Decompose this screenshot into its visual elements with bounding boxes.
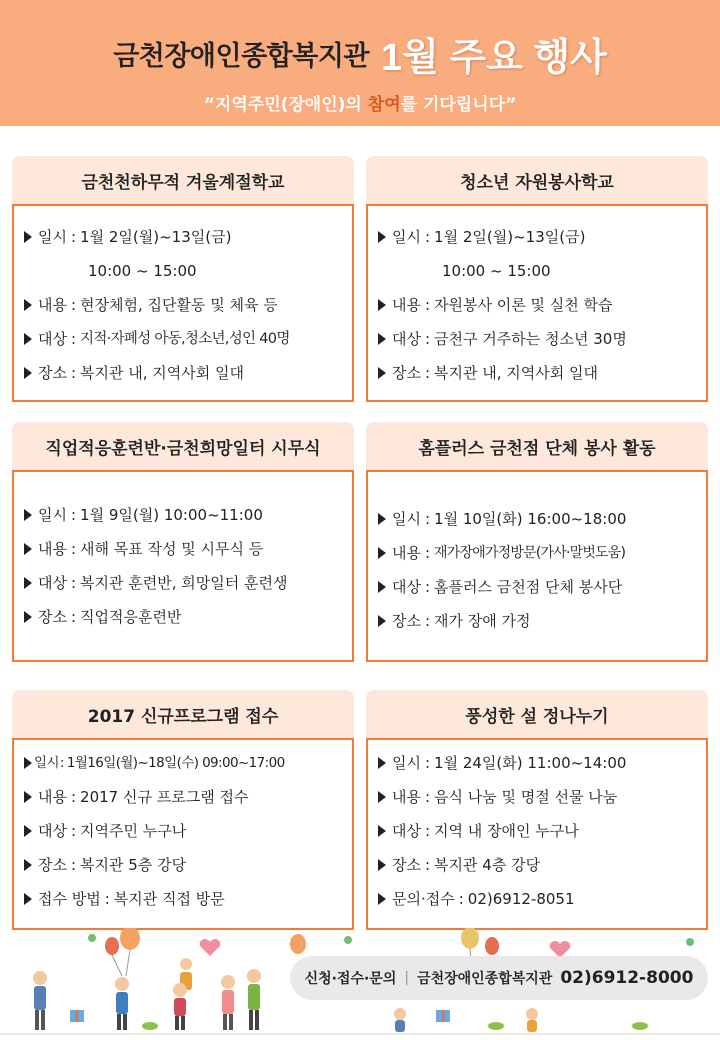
row-sep: :: [424, 856, 431, 874]
row-label: 접수 방법: [38, 890, 101, 908]
leaf-icon: [88, 934, 694, 946]
card-body: [12, 738, 354, 930]
row-sep: :: [70, 788, 77, 806]
row-date: [376, 502, 706, 536]
row-content: [22, 780, 352, 814]
row-label: 장소: [38, 856, 67, 874]
row-sep: :: [424, 788, 431, 806]
row-date: [22, 746, 352, 780]
row-value: 지적·자폐성 아동,청소년,성인 40명: [80, 331, 290, 347]
bullet-icon: [378, 513, 386, 525]
row-place: [22, 356, 352, 390]
card-title: 청소년 자원봉사학교: [366, 156, 708, 204]
bullet-icon: [24, 509, 32, 521]
row-content: [376, 536, 706, 570]
row-place: [376, 604, 706, 638]
row-label: 대상: [38, 330, 67, 348]
row-sep: :: [70, 364, 77, 382]
row-target: [22, 566, 352, 600]
row-label: 대상: [392, 330, 421, 348]
bullet-icon: [24, 611, 32, 623]
row-sep: :: [70, 574, 77, 592]
row-label: 일시: [392, 228, 421, 246]
contact-phone: 02)6912-8000: [560, 968, 694, 988]
subtitle-after: 를 기다립니다”: [400, 95, 517, 115]
bullet-icon: [378, 859, 386, 871]
row-value: 10:00 ~ 15:00: [442, 262, 551, 280]
org-name: 금천장애인종합복지관: [417, 971, 553, 987]
contact-bar: [290, 956, 708, 1000]
card-body: [366, 738, 708, 930]
row-sep: :: [424, 578, 431, 596]
row-content: [22, 288, 352, 322]
row-value: 지역 내 장애인 누구나: [434, 822, 579, 840]
row-value: 자원봉사 이론 및 실천 학습: [434, 296, 613, 314]
row-value: 현장체험, 집단활동 및 체육 등: [80, 296, 278, 314]
row-value: 복지관 훈련반, 희망일터 훈련생: [80, 574, 288, 592]
bullet-icon: [24, 299, 32, 311]
bullet-icon: [24, 367, 32, 379]
row-value: 복지관 5층 강당: [80, 856, 187, 874]
person-figure: [526, 1008, 538, 1032]
bullet-icon: [378, 547, 386, 559]
bullet-icon: [378, 615, 386, 627]
bullet-icon: [378, 825, 386, 837]
row-value: 복지관 내, 지역사회 일대: [80, 364, 245, 382]
row-place: [22, 600, 352, 634]
row-value: 02)6912-8051: [467, 890, 575, 908]
row-content: [22, 532, 352, 566]
row-sep: :: [424, 612, 431, 630]
row-value: 1월 2일(월)~13일(금): [434, 228, 586, 246]
row-sep: :: [70, 822, 77, 840]
contact-label: 신청·접수·문의: [304, 971, 397, 987]
row-target: [22, 814, 352, 848]
row-value: 음식 나눔 및 명절 선물 나눔: [434, 788, 618, 806]
person-figure: [247, 969, 261, 1030]
row-date: [22, 220, 352, 254]
bullet-icon: [24, 577, 32, 589]
row-label: 내용: [392, 788, 421, 806]
row-sep: :: [424, 754, 431, 772]
row-label: 대상: [392, 822, 421, 840]
person-figure: [221, 975, 235, 1030]
row-target: [376, 570, 706, 604]
person-figure: [33, 971, 47, 1030]
row-sep: :: [70, 330, 77, 348]
title-event: 1월 주요 행사: [381, 37, 607, 79]
card-title: 2017 신규프로그램 접수: [12, 690, 354, 738]
card-body: [12, 470, 354, 662]
row-value: 복지관 4층 강당: [434, 856, 541, 874]
row-label: 장소: [392, 612, 421, 630]
row-label: 장소: [38, 608, 67, 626]
row-value: 재가 장애 가정: [434, 612, 531, 630]
event-card-opening-ceremony: [12, 422, 354, 662]
row-label: 내용: [392, 544, 421, 562]
person-figure: [173, 958, 192, 1030]
row-sep: :: [424, 510, 431, 528]
row-sep: :: [70, 296, 77, 314]
row-label: 일시: [38, 228, 67, 246]
bullet-icon: [24, 757, 32, 769]
row-sep: :: [424, 330, 431, 348]
row-date: [376, 220, 706, 254]
bullet-icon: [24, 893, 32, 905]
row-label: 장소: [392, 364, 421, 382]
row-label: 내용: [38, 540, 67, 558]
row-content: [376, 288, 706, 322]
card-body: [366, 470, 708, 662]
row-label: 일시: [392, 510, 421, 528]
row-label: 대상: [38, 574, 67, 592]
balloon-icon: [290, 934, 306, 954]
row-date: [376, 746, 706, 780]
row-sep: :: [59, 755, 64, 771]
row-value: 복지관 직접 방문: [113, 890, 225, 908]
row-value: 금천구 거주하는 청소년 30명: [434, 330, 627, 348]
header-banner: [0, 0, 720, 126]
row-place: [376, 848, 706, 882]
bullet-icon: [378, 581, 386, 593]
row-sep: :: [70, 506, 77, 524]
bullet-icon: [24, 333, 32, 345]
bullet-icon: [378, 333, 386, 345]
row-sep: :: [70, 540, 77, 558]
row-value: 홈플러스 금천점 단체 봉사단: [434, 578, 623, 596]
bullet-icon: [378, 757, 386, 769]
page-subtitle: [0, 90, 720, 115]
row-value: 새해 목표 작성 및 시무식 등: [80, 540, 264, 558]
row-sep: :: [104, 890, 110, 908]
card-body: [366, 204, 708, 402]
row-value: 2017 신규 프로그램 접수: [80, 788, 249, 806]
bullet-icon: [24, 859, 32, 871]
card-title: 금천천하무적 겨울계절학교: [12, 156, 354, 204]
row-sep: :: [424, 296, 431, 314]
row-method: [22, 882, 352, 916]
bullet-icon: [378, 791, 386, 803]
title-org: 금천장애인종합복지관: [113, 41, 370, 71]
subtitle-highlight: 참여: [367, 95, 401, 115]
row-value: 1월16일(월)~18일(수) 09:00~17:00: [66, 755, 285, 771]
bullet-icon: [24, 231, 32, 243]
row-sep: :: [458, 890, 464, 908]
row-label: 내용: [38, 788, 67, 806]
row-label: 일시: [392, 754, 421, 772]
person-figure: [394, 1008, 406, 1032]
row-target: [22, 322, 352, 356]
page-title: [0, 26, 720, 81]
row-label: 일시: [34, 755, 59, 771]
balloon-icon: [105, 937, 122, 976]
row-sep: :: [424, 822, 431, 840]
divider: |: [404, 970, 410, 986]
card-title: 직업적응훈련반·금천희망일터 시무식: [12, 422, 354, 470]
row-value: 1월 24일(화) 11:00~14:00: [434, 754, 627, 772]
row-value: 1월 2일(월)~13일(금): [80, 228, 232, 246]
event-card-volunteer-school: [366, 156, 708, 402]
bullet-icon: [24, 791, 32, 803]
row-value: 직업적응훈련반: [80, 608, 182, 626]
row-value: 재가장애가정방문(가사·말벗도움): [434, 545, 626, 561]
row-label: 내용: [38, 296, 67, 314]
bullet-icon: [378, 367, 386, 379]
row-label: 내용: [392, 296, 421, 314]
row-label: 문의·접수: [392, 890, 455, 908]
row-label: 장소: [392, 856, 421, 874]
row-value: 복지관 내, 지역사회 일대: [434, 364, 599, 382]
row-sep: :: [70, 608, 77, 626]
row-label: 일시: [38, 506, 67, 524]
person-figure: [115, 977, 129, 1030]
row-place: [376, 356, 706, 390]
row-content: [376, 780, 706, 814]
bullet-icon: [24, 543, 32, 555]
footer: [0, 928, 720, 1040]
row-value: 지역주민 누구나: [80, 822, 187, 840]
row-sep: :: [70, 228, 77, 246]
balloon-icon: [120, 928, 140, 976]
bullet-icon: [378, 231, 386, 243]
row-sep: :: [424, 364, 431, 382]
bullet-icon: [378, 299, 386, 311]
row-target: [376, 814, 706, 848]
row-place: [22, 848, 352, 882]
event-card-program-registration: [12, 690, 354, 930]
row-sep: :: [70, 856, 77, 874]
balloon-icon: [485, 937, 499, 955]
row-date: [22, 498, 352, 532]
row-sep: :: [424, 228, 431, 246]
bullet-icon: [24, 825, 32, 837]
event-card-lunar-new-year: [366, 690, 708, 930]
bullet-icon: [378, 893, 386, 905]
row-time: [376, 254, 706, 288]
row-value: 1월 9일(월) 10:00~11:00: [80, 506, 263, 524]
row-value: 1월 10일(화) 16:00~18:00: [434, 510, 627, 528]
event-card-winter-school: [12, 156, 354, 402]
row-label: 대상: [392, 578, 421, 596]
row-label: 대상: [38, 822, 67, 840]
card-title: 홈플러스 금천점 단체 봉사 활동: [366, 422, 708, 470]
card-title: 풍성한 설 정나누기: [366, 690, 708, 738]
row-value: 10:00 ~ 15:00: [88, 262, 197, 280]
event-card-homeplus-volunteer: [366, 422, 708, 662]
heart-icon: [200, 939, 221, 956]
row-label: 장소: [38, 364, 67, 382]
subtitle-before: “지역주민(장애인)의: [203, 95, 368, 115]
row-sep: :: [424, 544, 431, 562]
card-body: [12, 204, 354, 402]
row-time: [22, 254, 352, 288]
row-contact: [376, 882, 706, 916]
row-target: [376, 322, 706, 356]
